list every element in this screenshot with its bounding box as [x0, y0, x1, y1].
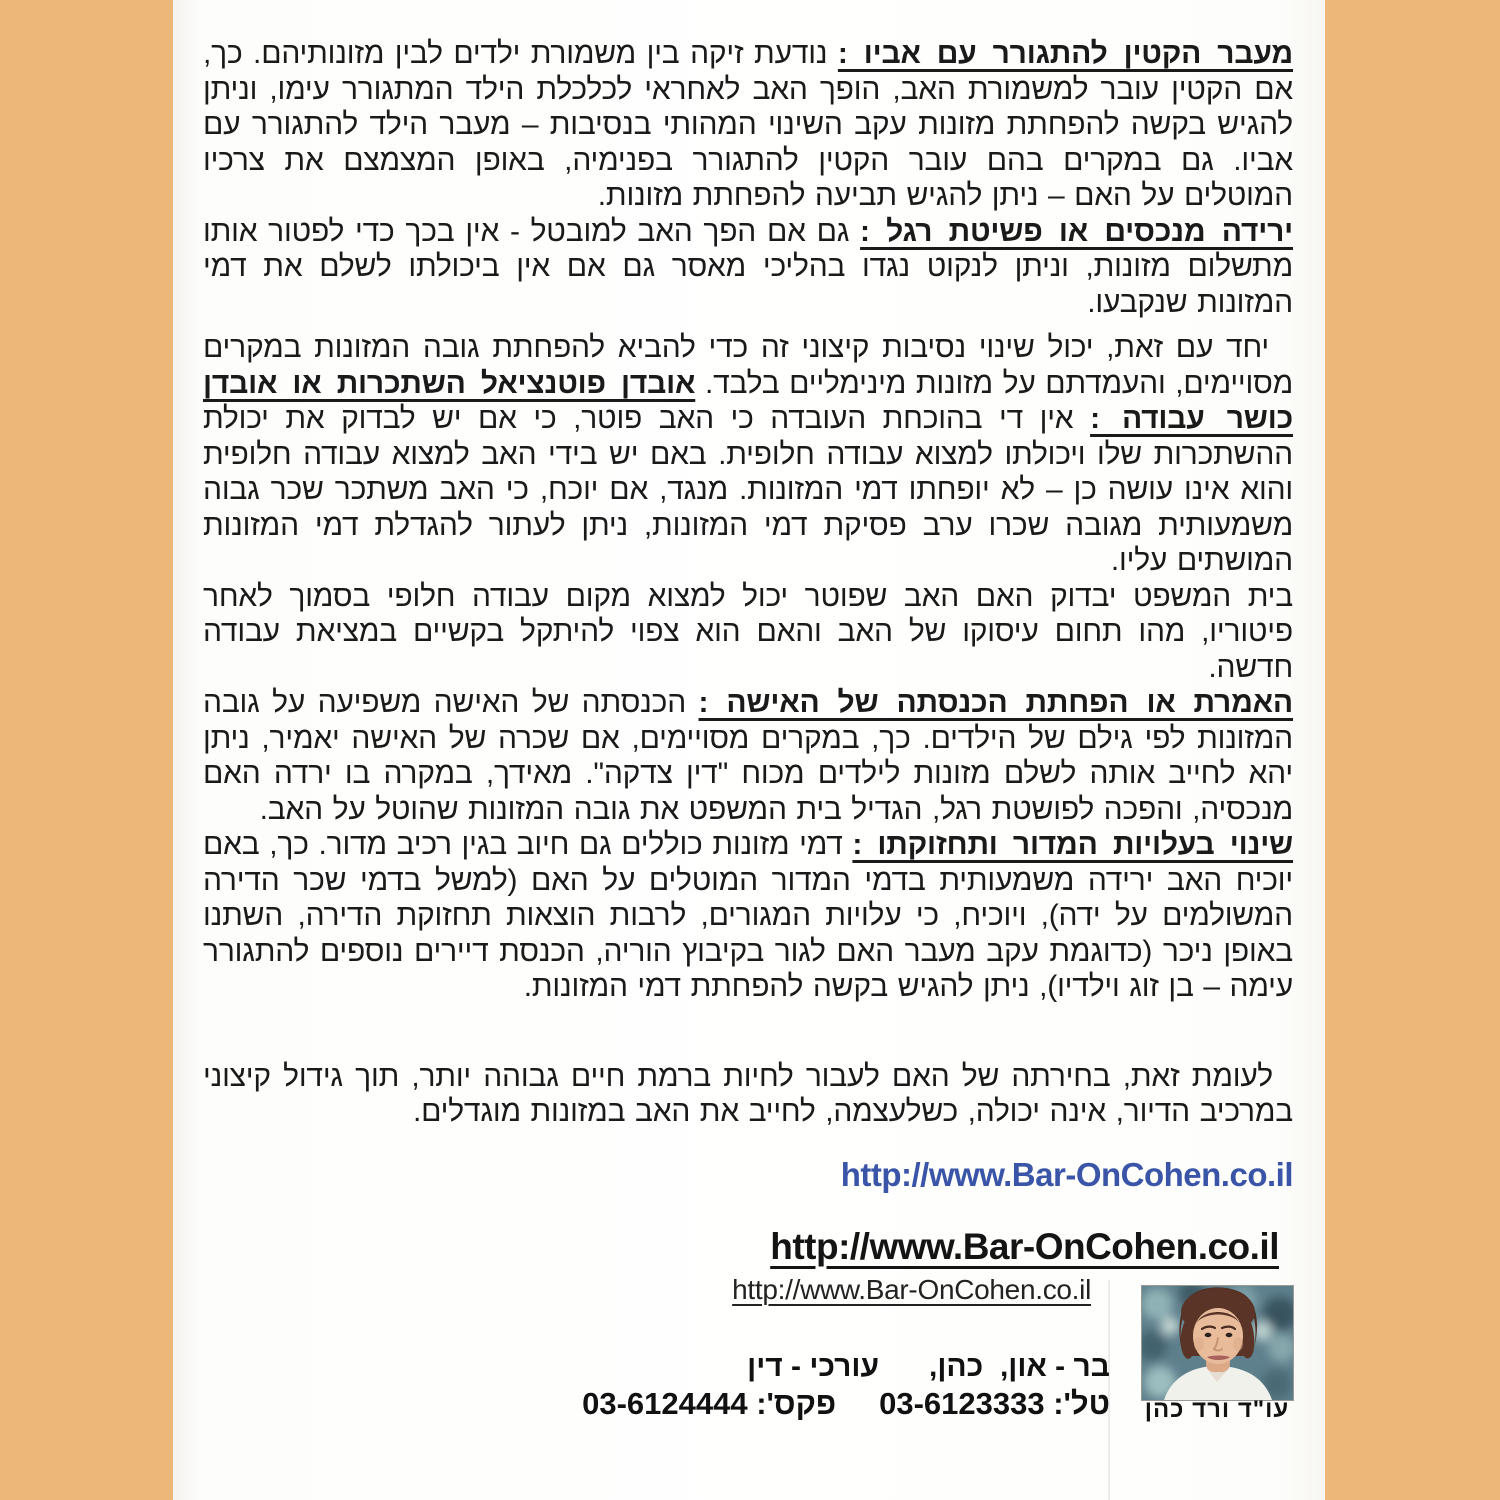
- paragraph-custody-transfer: [203, 36, 1293, 214]
- section-heading: אובדן פוטנציאל השתכרות או אובדן כושר עבודה :: [203, 366, 1293, 435]
- paragraph-earning-capacity: [203, 330, 1293, 579]
- paragraph-text: אין די בהוכחת העובדה כי האב פוטר, כי אם יש לבדוק את יכולת ההשתכרות שלו ויכולתו למצוא עבודה חלופית. באם יש בידי האב למצוא עבודה חלופית והוא אינו עושה כן – לא יופחתו דמי המזונות. מנגד, אם יוכח, כי האב משתכר שכר גבוה משמעותית מגובה שכרו ערב פסיקת דמי המזונות, ניתן לעתור להגדלת דמי המזונות המושתים עליו.: [203, 402, 1293, 577]
- contact-block: [582, 1350, 1110, 1421]
- paragraph-text: נודעת זיקה בין משמורת ילדים לבין מזונותיהם. כך, אם הקטין עובר למשמורת האב, הופך האב לאחראי לכלכלת הילד המתגורר עימו, וניתן להגיש בקשה להפחתת מזונות עקב השינוי המהותי בנסיבות – מעבר הילד להתגורר עם אביו. גם במקרים בהם עובר הקטין להתגורר בפנימיה, באופן המצמצם את צרכיו המוטלים על האם – ניתן להגיש תביעה להפחתת מזונות.: [203, 37, 1293, 212]
- lawyer-photo-graphic: [1142, 1286, 1293, 1400]
- paragraph-text: דמי מזונות כוללים גם חיוב בגין רכיב מדור. כך, באם יוכיח האב ירידה משמעותית בדמי המדור המוטלים על האם (למשל בדמי שכר הדירה המשולמים על ידה), ויוכיח, כי עלויות המגורים, לרבות הוצאות תחזוקת הדירה, השתנו באופן ניכר (כדוגמת עקב מעבר האם לגור בקיבוץ הוריה, הכנסת דיירים נוספים להתגורר עימה – בן זוג וילדיו), ניתן להגיש בקשה להפחתת דמי המזונות.: [203, 828, 1293, 1003]
- paragraph-text: יחד עם זאת, יכול שינוי נסיבות קיצוני זה כדי להביא להפחתת גובה המזונות במקרים מסויימים, והעמדתם על מזונות מינימליים בלבד.: [203, 331, 1293, 400]
- section-heading: האמרת או הפחתת הכנסתה של האישה :: [698, 686, 1294, 719]
- website-link-tertiary[interactable]: http://www.Bar-OnCohen.co.il: [732, 1274, 1091, 1305]
- phone-fax-line: טל': 03-6123333 פקס': 03-6124444: [582, 1386, 1110, 1421]
- firm-name-line: בר - און, כהן, עורכי - דין: [747, 1350, 1110, 1383]
- paragraph-text: גם אם הפך האב למובטל - אין בכך כדי לפטור אותו מתשלום מזונות, וניתן לנקוט נגדו בהליכי מאסר גם אם אין ביכולתו לשלם את דמי המזונות שנקבעו.: [203, 214, 1293, 319]
- paragraph-text: בית המשפט יבדוק האם האב שפוטר יכול למצוא מקום עבודה חלופי בסמוך לאחר פיטוריו, מהו תחום עיסוקו של האב והאם הוא צפוי להיתקל בקשיים במציאת עבודה חדשה.: [203, 579, 1293, 684]
- photo-caption: עו"ד ורד כהן: [1144, 1396, 1290, 1423]
- lawyer-photo: [1142, 1286, 1293, 1400]
- website-link-secondary[interactable]: http://www.Bar-OnCohen.co.il: [770, 1226, 1279, 1267]
- paragraph-court-check: [203, 579, 1293, 686]
- paragraph-mother-income: [203, 685, 1293, 827]
- document-body: [203, 36, 1293, 1130]
- paragraph-text: הכנסתה של האישה משפיעה על גובה המזונות לפי גילם של הילדים. כך, במקרים מסויימים, אם שכרה של האישה יאמיר, ניתן יהא לחייב אותה לשלם מזונות לילדים מכוח "דין צדקה". מאידך, במקרה בו ירדה האם מנכסיה, והפכה לפושטת רגל, הגדיל בית המשפט את גובה המזונות שהוטל על האב.: [203, 686, 1293, 826]
- paragraph-mother-choice: [203, 1059, 1293, 1130]
- section-heading: ירידה מנכסים או פשיטת רגל :: [860, 214, 1294, 248]
- paragraph-bankruptcy: [203, 214, 1293, 321]
- paragraph-housing-costs: [203, 827, 1293, 1005]
- section-heading: שינוי בעלויות המדור ותחזוקתו :: [852, 828, 1294, 861]
- section-heading: מעבר הקטין להתגורר עם אביו :: [837, 37, 1294, 70]
- paragraph-text: לעומת זאת, בחירתה של האם לעבור לחיות ברמת חיים גבוהה יותר, תוך גידול קיצוני במרכיב הדיור, אינה יכולה, כשלעצמה, לחייב את האב במזונות מוגדלים.: [203, 1059, 1293, 1128]
- website-link-primary[interactable]: http://www.Bar-OnCohen.co.il: [840, 1156, 1293, 1193]
